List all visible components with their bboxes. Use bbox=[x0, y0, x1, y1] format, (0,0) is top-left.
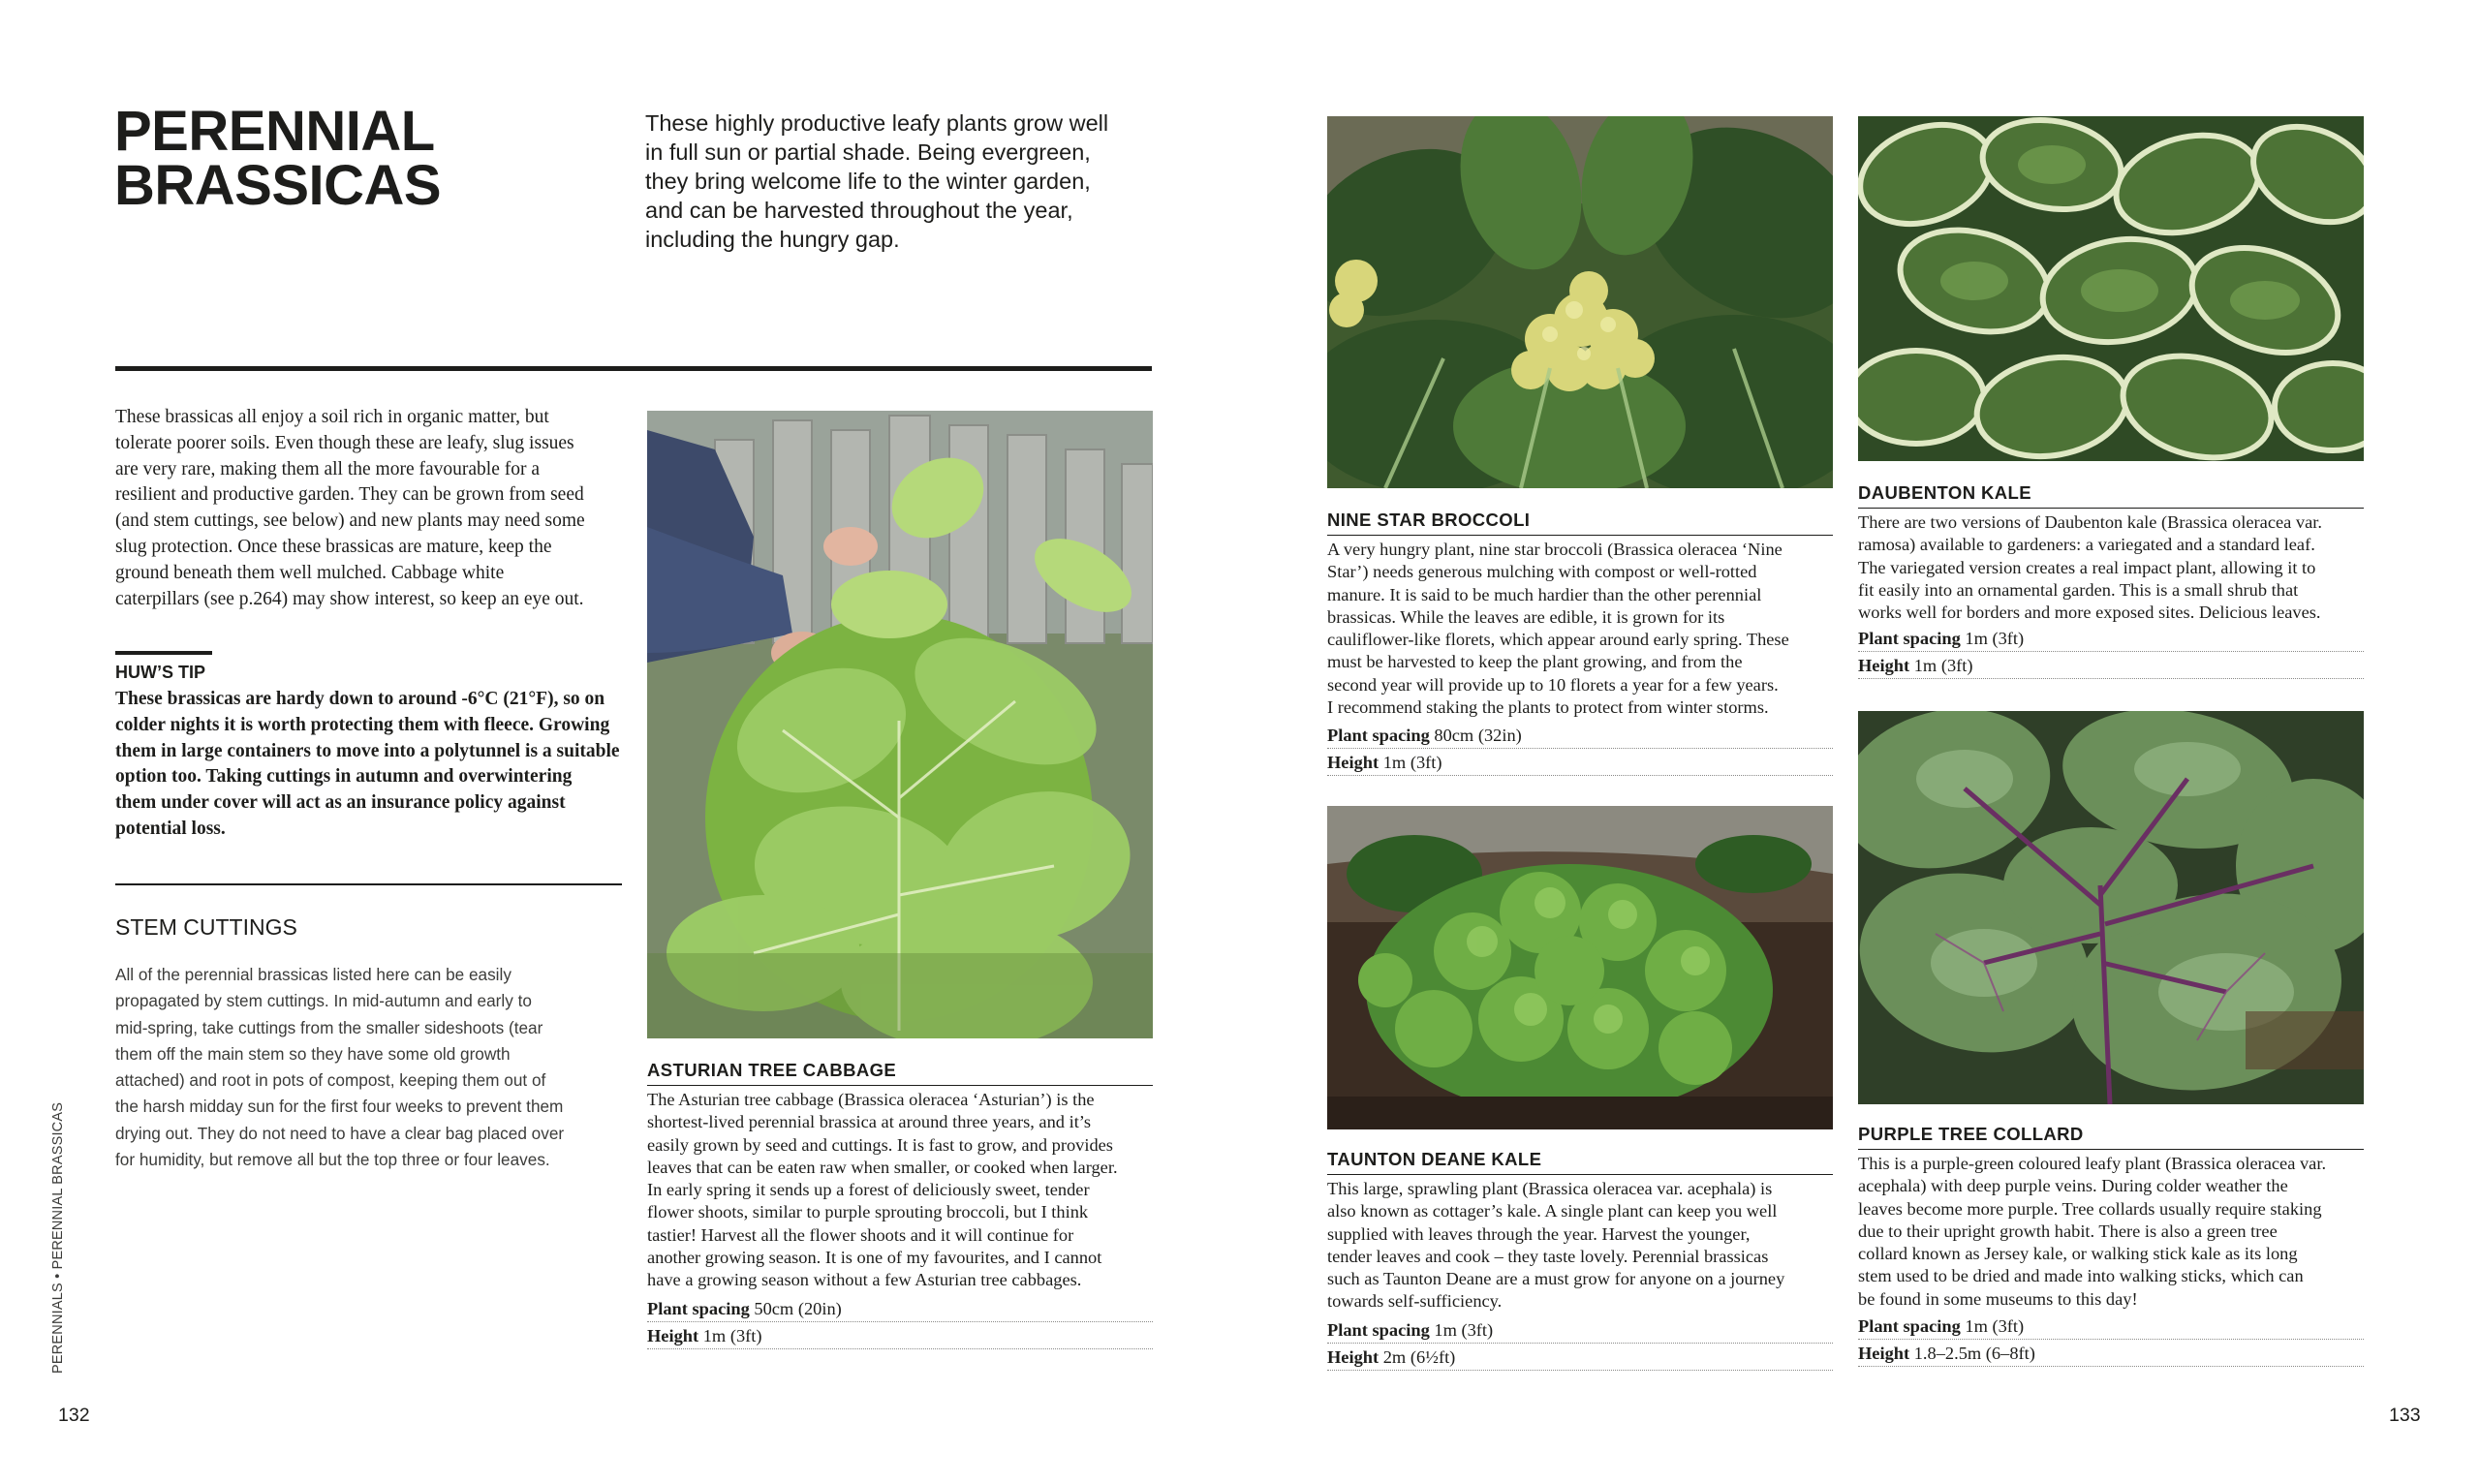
spec-label: Height bbox=[1327, 1347, 1380, 1367]
title-rule bbox=[1858, 508, 2364, 509]
stem-cuttings-title: STEM CUTTINGS bbox=[115, 914, 297, 940]
intro-line: in full sun or partial shade. Being evergreen, bbox=[645, 139, 1091, 165]
nine-star-spacing bbox=[1327, 723, 1833, 749]
desc-line: supplied with leaves through the year. Harvest the younger, bbox=[1327, 1223, 1751, 1244]
desc-line: stem used to be dried and made into walking sticks, which can bbox=[1858, 1266, 2304, 1286]
desc-line: There are two versions of Daubenton kale (Brassica oleracea var. bbox=[1858, 512, 2322, 532]
intro-line: they bring welcome life to the winter garden, bbox=[645, 169, 1091, 194]
desc-line: shortest-lived perennial brassica at around three years, and it’s bbox=[647, 1112, 1092, 1132]
asturian-spacing bbox=[647, 1296, 1153, 1322]
desc-line: The variegated version creates a real impact plant, allowing it to bbox=[1858, 557, 2316, 577]
nine-star-broccoli-photo bbox=[1327, 116, 1833, 488]
section-rule bbox=[115, 883, 622, 885]
desc-line: works well for borders and more exposed sites. Delicious leaves. bbox=[1858, 603, 2321, 623]
tip-text bbox=[115, 687, 629, 843]
page-number-right: 133 bbox=[2389, 1405, 2421, 1426]
spec-value: 2m (6½ft) bbox=[1382, 1347, 1456, 1367]
spec-label: Plant spacing bbox=[647, 1299, 750, 1318]
tip-line: them under cover will act as an insurance policy against bbox=[115, 792, 566, 814]
daubenton-description bbox=[1858, 511, 2372, 624]
spec-label: Plant spacing bbox=[1858, 1316, 1961, 1336]
body-line: ground beneath them well mulched. Cabbage white bbox=[115, 562, 505, 583]
desc-line: manure. It is said to be much hardier than the other perennial bbox=[1327, 584, 1762, 604]
page-title bbox=[114, 100, 442, 217]
title-rule bbox=[1858, 1149, 2364, 1150]
taunton-description bbox=[1327, 1178, 1841, 1314]
intro-line: These highly productive leafy plants grow well bbox=[645, 110, 1109, 136]
desc-line: due to their upright growth habit. There is also a green tree bbox=[1858, 1221, 2278, 1241]
tip-line: colder nights it is worth protecting them with fleece. Growing bbox=[115, 714, 610, 735]
desc-line: towards self-sufficiency. bbox=[1327, 1291, 1503, 1312]
intro-line: including the hungry gap. bbox=[645, 227, 900, 252]
daubenton-title: DAUBENTON KALE bbox=[1858, 482, 2031, 503]
stem-cuttings-text bbox=[115, 962, 638, 1173]
page-number-left: 132 bbox=[58, 1405, 90, 1426]
taunton-title: TAUNTON DEANE KALE bbox=[1327, 1149, 1542, 1169]
collard-height bbox=[1858, 1341, 2364, 1367]
spec-value: 1.8–2.5m (6–8ft) bbox=[1913, 1344, 2035, 1363]
desc-line: This is a purple-green coloured leafy plant (Brassica oleracea var. bbox=[1858, 1154, 2327, 1173]
desc-line: fit easily into an ornamental garden. This is a small shrub that bbox=[1858, 579, 2299, 600]
asturian-title: ASTURIAN TREE CABBAGE bbox=[647, 1060, 897, 1080]
tip-line: These brassicas are hardy down to around -6°C (21°F), so on bbox=[115, 689, 605, 709]
running-head: PERENNIALS • PERENNIAL BRASSICAS bbox=[50, 1101, 66, 1374]
desc-line: A very hungry plant, nine star broccoli (Brassica oleracea ‘Nine bbox=[1327, 540, 1782, 559]
desc-line: flower shoots, similar to purple sprouting broccoli, but I think bbox=[647, 1202, 1089, 1222]
desc-line: also known as cottager’s kale. A single plant can keep you well bbox=[1327, 1201, 1778, 1221]
desc-line: easily grown by seed and cuttings. It is fast to grow, and provides bbox=[647, 1134, 1113, 1155]
body-line: tolerate poorer soils. Even though these are leafy, slug issues bbox=[115, 432, 574, 453]
body-text bbox=[115, 405, 629, 612]
asturian-description bbox=[647, 1089, 1161, 1292]
purple-tree-collard-photo bbox=[1858, 711, 2364, 1104]
spec-value: 1m (3ft) bbox=[1382, 753, 1442, 772]
title-rule bbox=[1327, 535, 1833, 536]
asturian-height bbox=[647, 1323, 1153, 1349]
page-title-line: BRASSICAS bbox=[114, 154, 442, 217]
stem-line: propagated by stem cuttings. In mid-autumn and early to bbox=[115, 991, 532, 1011]
collard-spacing bbox=[1858, 1314, 2364, 1340]
stem-line: for humidity, but remove all but the top three or four leaves. bbox=[115, 1150, 550, 1170]
desc-line: This large, sprawling plant (Brassica oleracea var. acephala) is bbox=[1327, 1179, 1773, 1198]
stem-line: them off the main stem so they have some old growth bbox=[115, 1043, 511, 1064]
collard-title: PURPLE TREE COLLARD bbox=[1858, 1124, 2084, 1144]
taunton-spacing bbox=[1327, 1317, 1833, 1344]
body-line: slug protection. Once these brassicas are mature, keep the bbox=[115, 536, 552, 557]
spec-label: Plant spacing bbox=[1327, 1320, 1430, 1340]
stem-line: the harsh midday sun for the first four weeks to prevent them bbox=[115, 1097, 564, 1117]
desc-line: acephala) with deep purple veins. During colder weather the bbox=[1858, 1176, 2288, 1196]
desc-line: In early spring it sends up a forest of deliciously sweet, tender bbox=[647, 1180, 1090, 1200]
nine-star-title: NINE STAR BROCCOLI bbox=[1327, 510, 1531, 530]
spec-value: 1m (3ft) bbox=[1913, 656, 1973, 675]
title-rule bbox=[1327, 1174, 1833, 1175]
desc-line: second year will provide up to 10 florets a year for a few years. bbox=[1327, 674, 1779, 695]
body-line: resilient and productive garden. They can be grown from seed bbox=[115, 484, 584, 506]
desc-line: collard known as Jersey kale, or walking stick kale as its long bbox=[1858, 1244, 2298, 1264]
desc-line: leaves become more purple. Tree collards usually require staking bbox=[1858, 1198, 2322, 1219]
desc-line: have a growing season without a few Asturian tree cabbages. bbox=[647, 1270, 1082, 1290]
stem-line: drying out. They do not need to have a clear bag placed over bbox=[115, 1123, 565, 1143]
desc-line: leaves that can be eaten raw when smaller, or cooked when larger. bbox=[647, 1157, 1118, 1177]
asturian-tree-cabbage-photo bbox=[647, 411, 1153, 1038]
tip-line: potential loss. bbox=[115, 818, 226, 839]
spec-label: Height bbox=[647, 1326, 699, 1345]
spec-value: 1m (3ft) bbox=[1965, 1316, 2025, 1336]
desc-line: I recommend staking the plants to protect from winter storms. bbox=[1327, 697, 1769, 718]
daubenton-kale-photo bbox=[1858, 116, 2364, 461]
spec-value: 1m (3ft) bbox=[702, 1326, 762, 1345]
desc-line: ramosa) available to gardeners: a variegated and a standard leaf. bbox=[1858, 535, 2315, 555]
body-line: These brassicas all enjoy a soil rich in organic matter, but bbox=[115, 407, 549, 427]
desc-line: brassicas. While the leaves are edible, it is grown for its bbox=[1327, 606, 1725, 627]
desc-line: be found in some museums to this day! bbox=[1858, 1288, 2138, 1309]
collard-description bbox=[1858, 1153, 2372, 1311]
spec-label: Plant spacing bbox=[1327, 726, 1430, 745]
body-line: are very rare, making them all the more favourable for a bbox=[115, 458, 540, 479]
heading-rule bbox=[115, 366, 1152, 371]
spec-value: 80cm (32in) bbox=[1434, 726, 1522, 745]
stem-line: mid-spring, take cuttings from the smaller sideshoots (tear bbox=[115, 1017, 543, 1037]
nine-star-height bbox=[1327, 750, 1833, 776]
desc-line: tastier! Harvest all the flower shoots and it will continue for bbox=[647, 1224, 1074, 1245]
tip-accent-bar bbox=[115, 651, 212, 655]
spec-label: Height bbox=[1858, 1344, 1910, 1363]
desc-line: tender leaves and cook – they taste lovely. Perennial brassicas bbox=[1327, 1246, 1769, 1266]
intro-text bbox=[645, 108, 1149, 254]
spec-value: 1m (3ft) bbox=[1434, 1320, 1494, 1340]
spec-label: Plant spacing bbox=[1858, 629, 1961, 648]
desc-line: Star’) needs generous mulching with compost or well-rotted bbox=[1327, 562, 1757, 582]
desc-line: such as Taunton Deane are a must grow for anyone on a journey bbox=[1327, 1269, 1785, 1289]
tip-line: them in large containers to move into a polytunnel is a suitable bbox=[115, 740, 620, 761]
intro-line: and can be harvested throughout the year, bbox=[645, 198, 1073, 223]
spec-value: 1m (3ft) bbox=[1965, 629, 2025, 648]
taunton-height bbox=[1327, 1345, 1833, 1371]
body-line: (and stem cuttings, see below) and new plants may need some bbox=[115, 510, 585, 532]
title-rule bbox=[647, 1085, 1153, 1086]
body-line: caterpillars (see p.264) may show interest, so keep an eye out. bbox=[115, 588, 584, 609]
stem-line: attached) and root in pots of compost, keeping them out of bbox=[115, 1070, 546, 1091]
daubenton-height bbox=[1858, 653, 2364, 679]
spec-value: 50cm (20in) bbox=[754, 1299, 842, 1318]
tip-title: HUW’S TIP bbox=[115, 663, 205, 682]
daubenton-spacing bbox=[1858, 626, 2364, 652]
taunton-deane-kale-photo bbox=[1327, 806, 1833, 1129]
desc-line: The Asturian tree cabbage (Brassica oleracea ‘Asturian’) is the bbox=[647, 1090, 1095, 1109]
desc-line: cauliflower-like florets, which appear around early spring. These bbox=[1327, 630, 1789, 650]
spec-label: Height bbox=[1858, 656, 1910, 675]
desc-line: must be harvested to keep the plant growing, and from the bbox=[1327, 652, 1743, 672]
stem-line: All of the perennial brassicas listed here can be easily bbox=[115, 965, 512, 984]
tip-line: option too. Taking cuttings in autumn and overwintering bbox=[115, 766, 573, 788]
page-title-line: PERENNIAL bbox=[114, 100, 435, 163]
desc-line: another growing season. It is one of my favourites, and I cannot bbox=[647, 1248, 1102, 1268]
spec-label: Height bbox=[1327, 753, 1380, 772]
nine-star-description bbox=[1327, 539, 1841, 719]
